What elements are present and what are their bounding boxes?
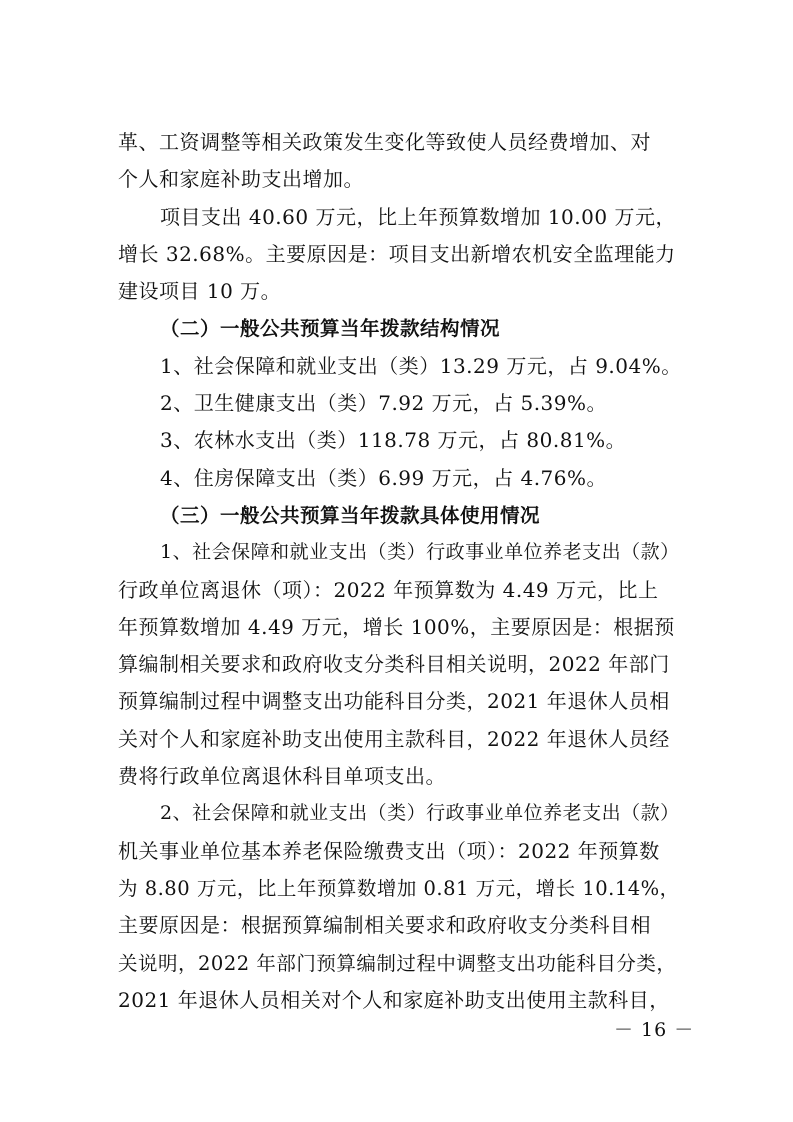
text-line: 2021 年退休人员相关对个人和家庭补助支出使用主款科目， [118,987,670,1012]
text-line: 个人和家庭补助支出增加。 [118,167,364,192]
section-heading: （二）一般公共预算当年拨款结构情况 [160,317,501,341]
text-line: 机关事业单位基本养老保险缴费支出（项）：2022 年预算数 [118,838,660,863]
text-line: 算编制相关要求和政府收支分类科目相关说明，2022 年部门 [118,652,670,677]
text-line: 主要原因是：根据预算编制相关要求和政府收支分类科目相 [118,913,651,938]
text-line: 2、社会保障和就业支出（类）行政事业单位养老支出（款） [160,802,680,825]
text-line: 1、社会保障和就业支出（类）13.29 万元，占 9.04%。 [160,353,682,378]
text-line: 费将行政单位离退休科目单项支出。 [118,764,446,789]
text-line: 预算编制过程中调整支出功能科目分类，2021 年退休人员相 [118,689,670,714]
text-line: 4、住房保障支出（类）6.99 万元，占 4.76%。 [160,465,608,490]
text-line: 建设项目 10 万。 [118,279,282,304]
text-line: 项目支出 40.60 万元，比上年预算数增加 10.00 万元， [160,204,676,229]
text-line: 关对个人和家庭补助支出使用主款科目，2022 年退休人员经 [118,726,670,751]
page-number: － 16 － [614,1019,695,1041]
document-body [118,124,688,1019]
text-line: 年预算数增加 4.49 万元，增长 100%，主要原因是：根据预 [118,614,675,639]
text-line: 为 8.80 万元，比上年预算数增加 0.81 万元，增长 10.14%， [118,876,680,900]
text-line: 3、农林水支出（类）118.78 万元，占 80.81%。 [160,428,627,453]
text-line: 行政单位离退休（项）：2022 年预算数为 4.49 万元，比上 [118,577,659,602]
text-line: 关说明，2022 年部门预算编制过程中调整支出功能科目分类， [118,951,677,975]
section-heading: （三）一般公共预算当年拨款具体使用情况 [160,503,541,527]
text-line: 增长 32.68%。主要原因是：项目支出新增农机安全监理能力 [118,241,676,266]
text-line: 1、社会保障和就业支出（类）行政事业单位养老支出（款） [160,541,680,564]
text-line: 2、卫生健康支出（类）7.92 万元，占 5.39%。 [160,391,608,416]
text-line: 革、工资调整等相关政策发生变化等致使人员经费增加、对 [118,130,651,154]
